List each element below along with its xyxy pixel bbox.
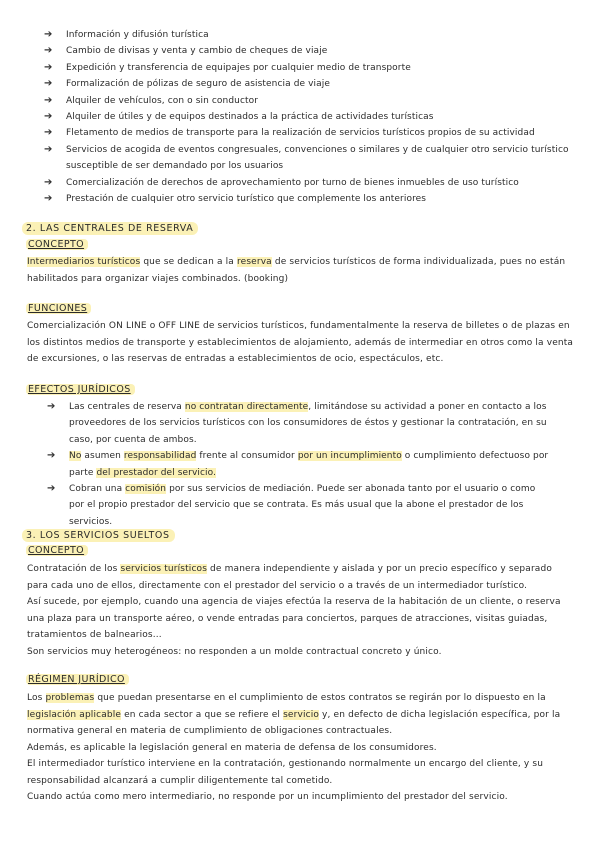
arrow-icon: ➔ xyxy=(47,483,56,495)
arrow-icon: ➔ xyxy=(47,450,56,462)
paragraph-line: Contratación de los servicios turísticos de manera independiente y aislada y por un precio específico y separado para cada uno de ellos, directamente con el prestador del servicio o a través de un intermediador turístico. xyxy=(27,564,552,591)
arrow-icon: ➔ xyxy=(44,29,53,40)
services-list xyxy=(44,27,572,207)
list-item: ➔ Comercialización de derechos de aprovechamiento por turno de bienes inmuebles de uso turístico xyxy=(44,175,572,191)
arrow-icon: ➔ xyxy=(44,193,53,205)
funciones-heading: FUNCIONES xyxy=(26,303,91,314)
arrow-icon: ➔ xyxy=(44,61,53,73)
paragraph-line: Son servicios muy heterogéneos: no responden a un molde contractual concreto y único. xyxy=(27,646,442,657)
arrow-icon: ➔ xyxy=(44,176,53,188)
arrow-icon: ➔ xyxy=(44,127,53,139)
paragraph-line: Cuando actúa como mero intermediario, no responde por un incumplimiento del prestador del servicio. xyxy=(27,792,508,802)
section-3-title: 3. LOS SERVICIOS SUELTOS xyxy=(22,529,175,542)
list-item: ➔ Información y difusión turística xyxy=(44,27,572,43)
arrow-icon: ➔ xyxy=(47,401,56,412)
regimen-paragraph xyxy=(27,690,575,806)
concepto-paragraph: Intermediarios turísticos que se dedican a la reserva de servicios turísticos de forma individualizada, pues no están habilitados para organizar viajes combinados. (booking) xyxy=(27,257,566,284)
arrow-icon: ➔ xyxy=(44,111,53,123)
concepto-paragraph xyxy=(27,561,575,660)
arrow-icon: ➔ xyxy=(44,45,53,57)
regimen-heading: RÉGIMEN JURÍDICO xyxy=(26,674,129,685)
arrow-icon: ➔ xyxy=(44,94,53,106)
paragraph-line: El intermediador turístico interviene en la contratación, gestionando normalmente un encargo del cliente, y su responsabilidad alcanzará a cumplir diligentemente tal cometido. xyxy=(27,759,544,786)
list-item: ➔ Cambio de divisas y venta y cambio de cheques de viaje xyxy=(44,43,572,59)
list-item: ➔ Alquiler de útiles y de equipos destinados a la práctica de actividades turísticas xyxy=(44,109,572,125)
list-item: ➔ Prestación de cualquier otro servicio turístico que complemente los anteriores xyxy=(44,191,572,207)
paragraph-line: Los problemas que puedan presentarse en el cumplimiento de estos contratos se regirán por lo dispuesto en la legislación aplicable en cada sector a que se refiere el servicio y, en defecto de dicha legislación específica, por la normativa general en materia de cumplimiento de obligaciones contractuales. xyxy=(27,693,561,736)
concepto-heading: CONCEPTO xyxy=(26,239,88,250)
list-item: ➔ Fletamento de medios de transporte para la realización de servicios turísticos propios de su actividad xyxy=(44,125,572,141)
list-item: ➔ Expedición y transferencia de equipajes por cualquier medio de transporte xyxy=(44,60,572,76)
efectos-heading: EFECTOS JURÍDICOS xyxy=(26,384,135,395)
concepto-heading: CONCEPTO xyxy=(26,545,88,556)
funciones-paragraph: Comercialización ON LINE o OFF LINE de servicios turísticos, fundamentalmente la reserva de billetes o de plazas en los distintos medios de transporte y establecimientos de alojamiento, además de intermediar en otros como la venta de excursiones, o las reservas de entradas a establecimientos de ocio, espectáculos, etc. xyxy=(27,321,574,364)
paragraph-line: Así sucede, por ejemplo, cuando una agencia de viajes efectúa la reserva de la habitación de un cliente, o reserva una plaza para un transporte aéreo, o vende entradas para conciertos, parques de atracciones, visitas guiadas, tratamientos de balnearios... xyxy=(27,597,561,640)
list-item: ➔ Servicios de acogida de eventos congresuales, convenciones o similares y de cualquier otro servicio turístico susceptible de ser demandado por los usuarios xyxy=(44,143,569,172)
arrow-icon: ➔ xyxy=(44,143,53,155)
paragraph-line: Además, es aplicable la legislación general en materia de defensa de los consumidores. xyxy=(27,742,437,753)
list-item: ➔ Las centrales de reserva no contratan directamente, limitándose su actividad a poner en contacto a los proveedores de los servicios turísticos con los consumidores de éstos y gestionar la contratación, en su caso, por cuenta de ambos. xyxy=(47,401,547,445)
list-item: ➔ Formalización de pólizas de seguro de asistencia de viaje xyxy=(44,76,572,92)
list-item: ➔ Alquiler de vehículos, con o sin conductor xyxy=(44,93,572,109)
arrow-icon: ➔ xyxy=(44,78,53,90)
section-2-title: 2. LAS CENTRALES DE RESERVA xyxy=(22,222,198,235)
efectos-list xyxy=(47,399,551,530)
list-item: ➔ Cobran una comisión por sus servicios de mediación. Puede ser abonada tanto por el usuario o como por el propio prestador del servicio que se contrata. Es más usual que la abone el prestador de los servicios. xyxy=(47,483,536,527)
list-item: ➔ No asumen responsabilidad frente al consumidor por un incumplimiento o cumplimiento defectuoso por parte del prestador del servicio. xyxy=(47,450,549,478)
